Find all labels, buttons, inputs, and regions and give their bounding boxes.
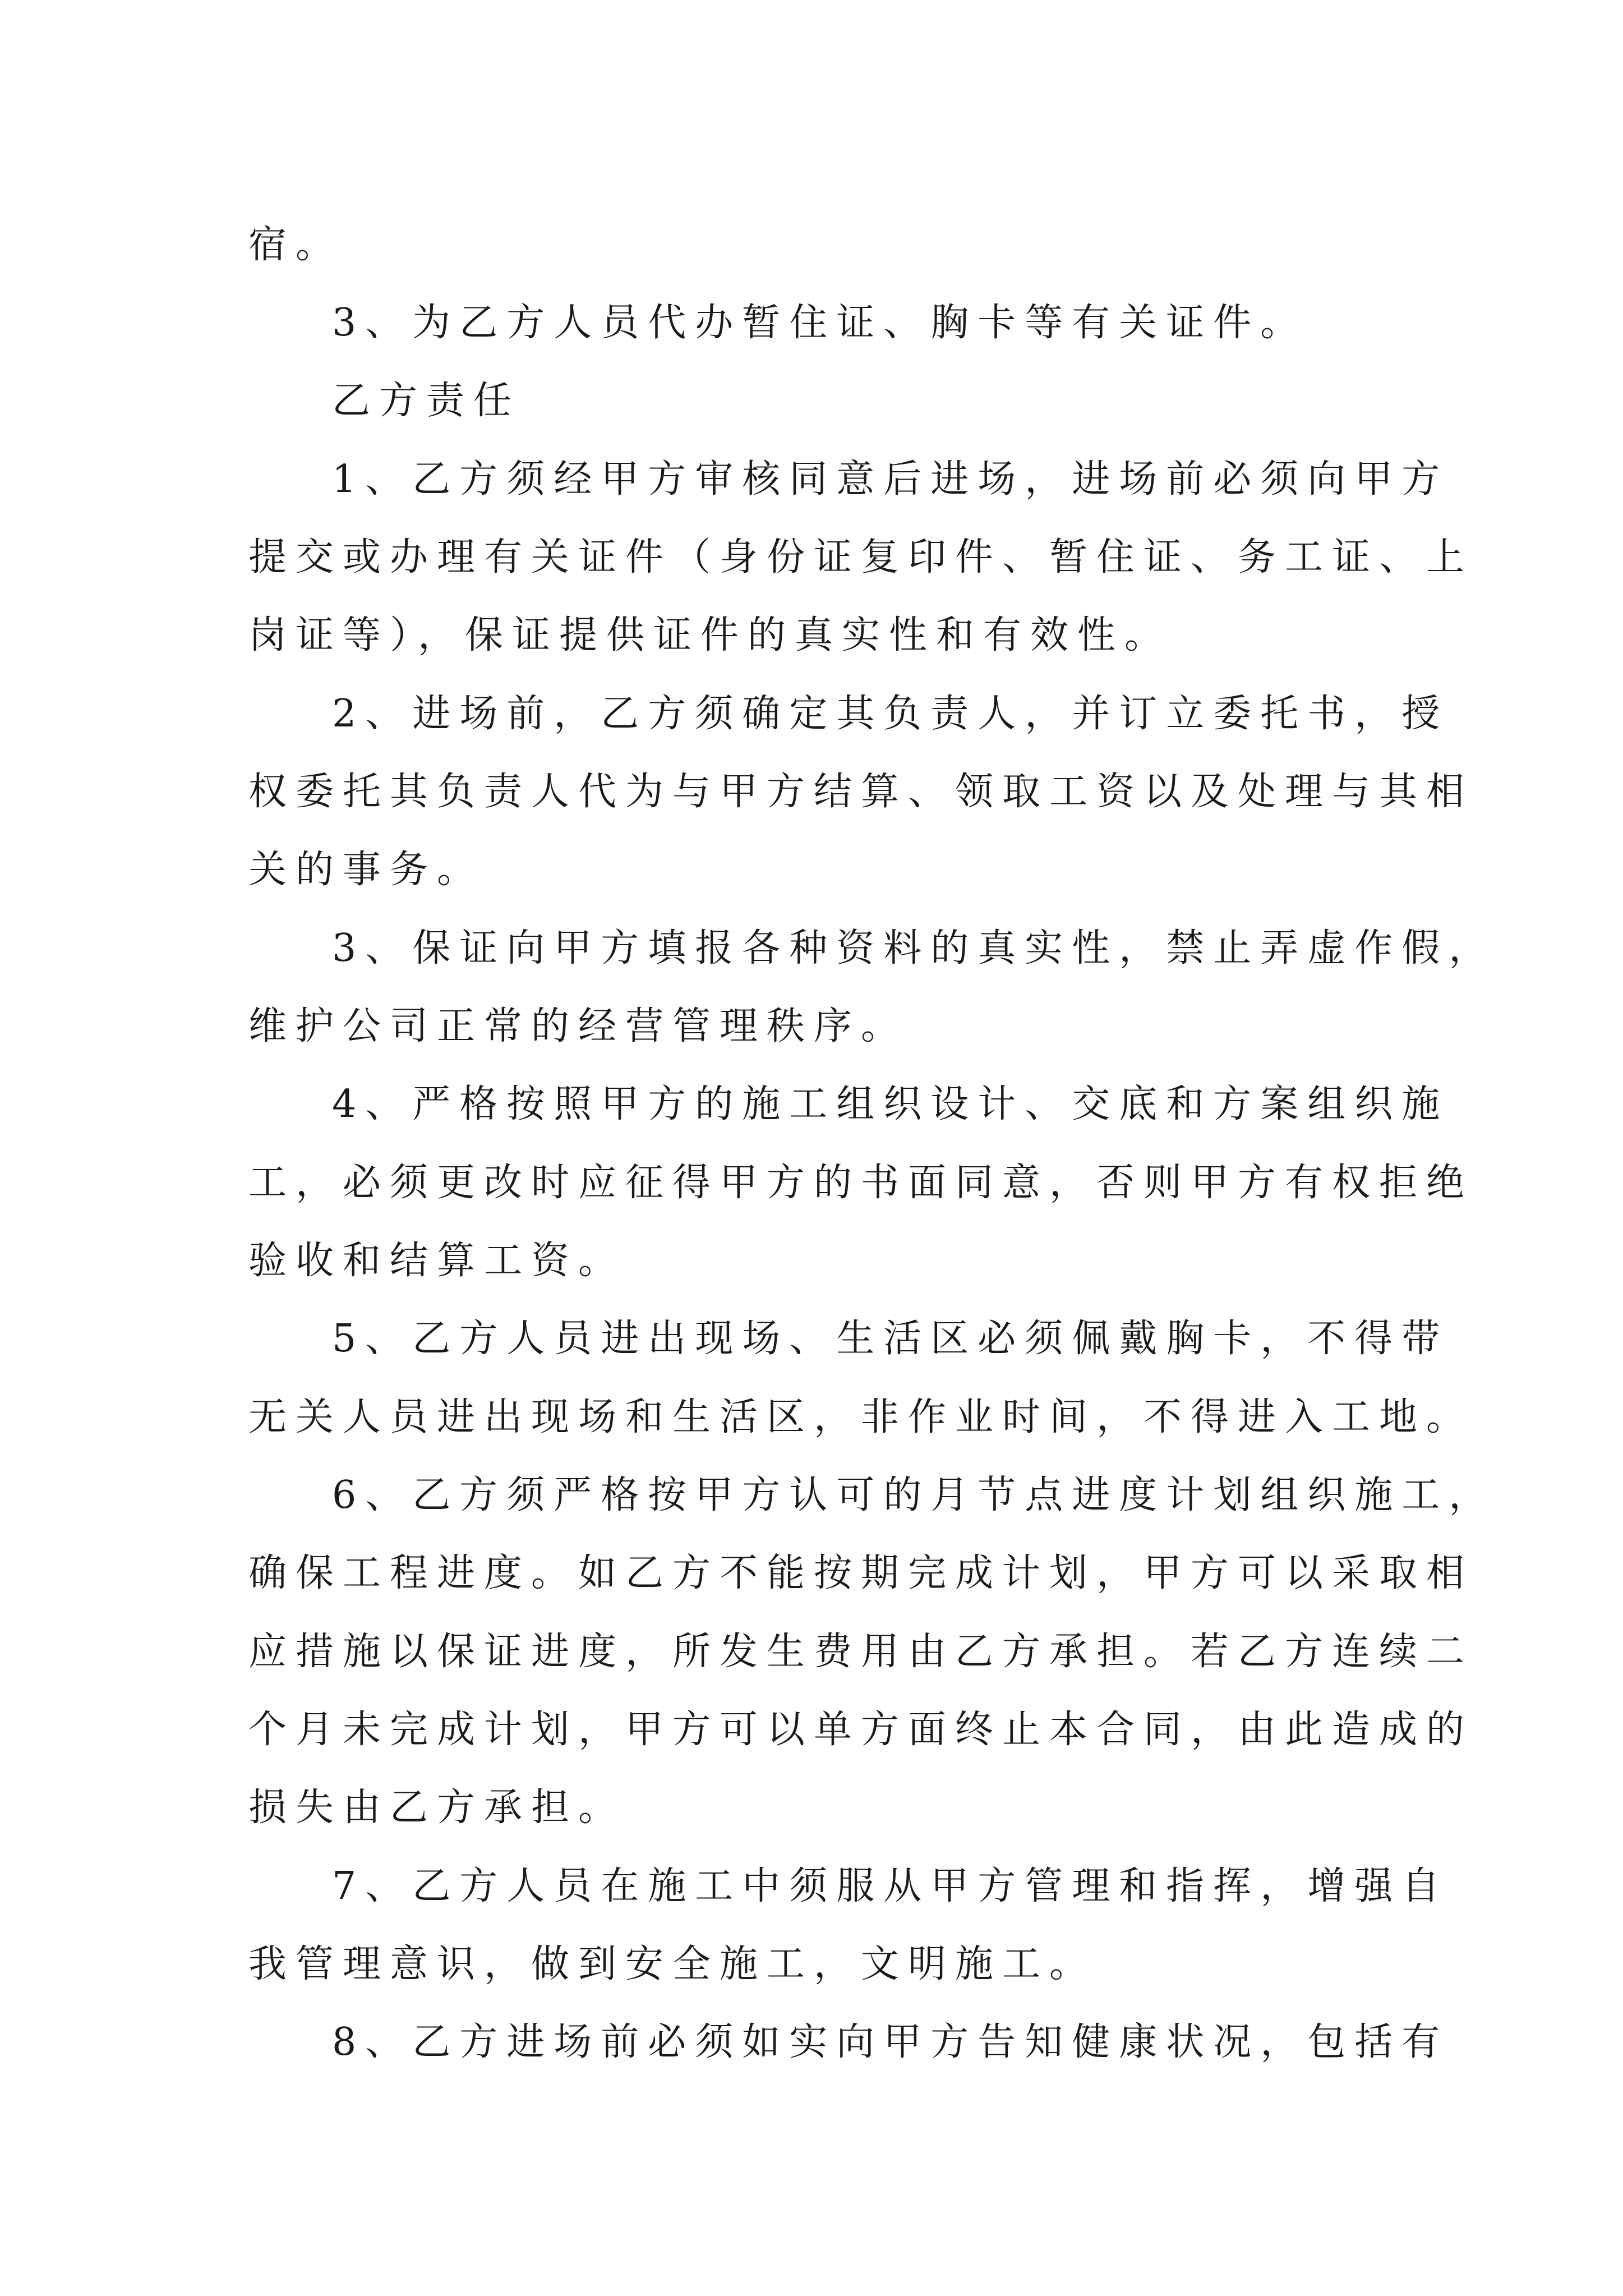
text-line: 1、乙方须经甲方审核同意后进场，进场前必须向甲方 (332, 457, 1449, 501)
text-line: 确保工程进度。如乙方不能按期完成计划，甲方可以采取相 (248, 1551, 1474, 1595)
text-line: 关的事务。 (248, 848, 485, 892)
text-line: 3、为乙方人员代办暂住证、胸卡等有关证件。 (332, 301, 1308, 345)
text-line: 工，必须更改时应征得甲方的书面同意，否则甲方有权拒绝 (248, 1161, 1474, 1205)
text-line: 宿。 (248, 223, 343, 267)
text-line: 6、乙方须严格按甲方认可的月节点进度计划组织施工， (332, 1473, 1496, 1517)
section-heading: 乙方责任 (332, 379, 521, 423)
text-line: 7、乙方人员在施工中须服从甲方管理和指挥，增强自 (332, 1864, 1449, 1908)
text-line: 5、乙方人员进出现场、生活区必须佩戴胸卡，不得带 (332, 1317, 1449, 1361)
text-line: 我管理意识，做到安全施工，文明施工。 (248, 1942, 1097, 1986)
text-line: 岗证等），保证提供证件的真实性和有效性。 (248, 613, 1172, 657)
text-line: 损失由乙方承担。 (248, 1786, 626, 1830)
text-line: 2、进场前，乙方须确定其负责人，并订立委托书，授 (332, 692, 1449, 736)
text-line: 验收和结算工资。 (248, 1239, 626, 1283)
text-line: 无关人员进出现场和生活区，非作业时间，不得进入工地。 (248, 1395, 1474, 1439)
text-line: 8、乙方进场前必须如实向甲方告知健康状况，包括有 (332, 2020, 1449, 2064)
text-line: 维护公司正常的经营管理秩序。 (248, 1004, 909, 1048)
text-line: 权委托其负责人代为与甲方结算、领取工资以及处理与其相 (248, 770, 1474, 814)
text-line: 4、严格按照甲方的施工组织设计、交底和方案组织施 (332, 1082, 1449, 1126)
text-line: 个月未完成计划，甲方可以单方面终止本合同，由此造成的 (248, 1708, 1474, 1752)
text-line: 3、保证向甲方填报各种资料的真实性，禁止弄虚作假， (332, 926, 1496, 970)
text-line: 提交或办理有关证件（身份证复印件、暂住证、务工证、上 (248, 535, 1474, 579)
text-line: 应措施以保证进度，所发生费用由乙方承担。若乙方连续二 (248, 1630, 1474, 1674)
